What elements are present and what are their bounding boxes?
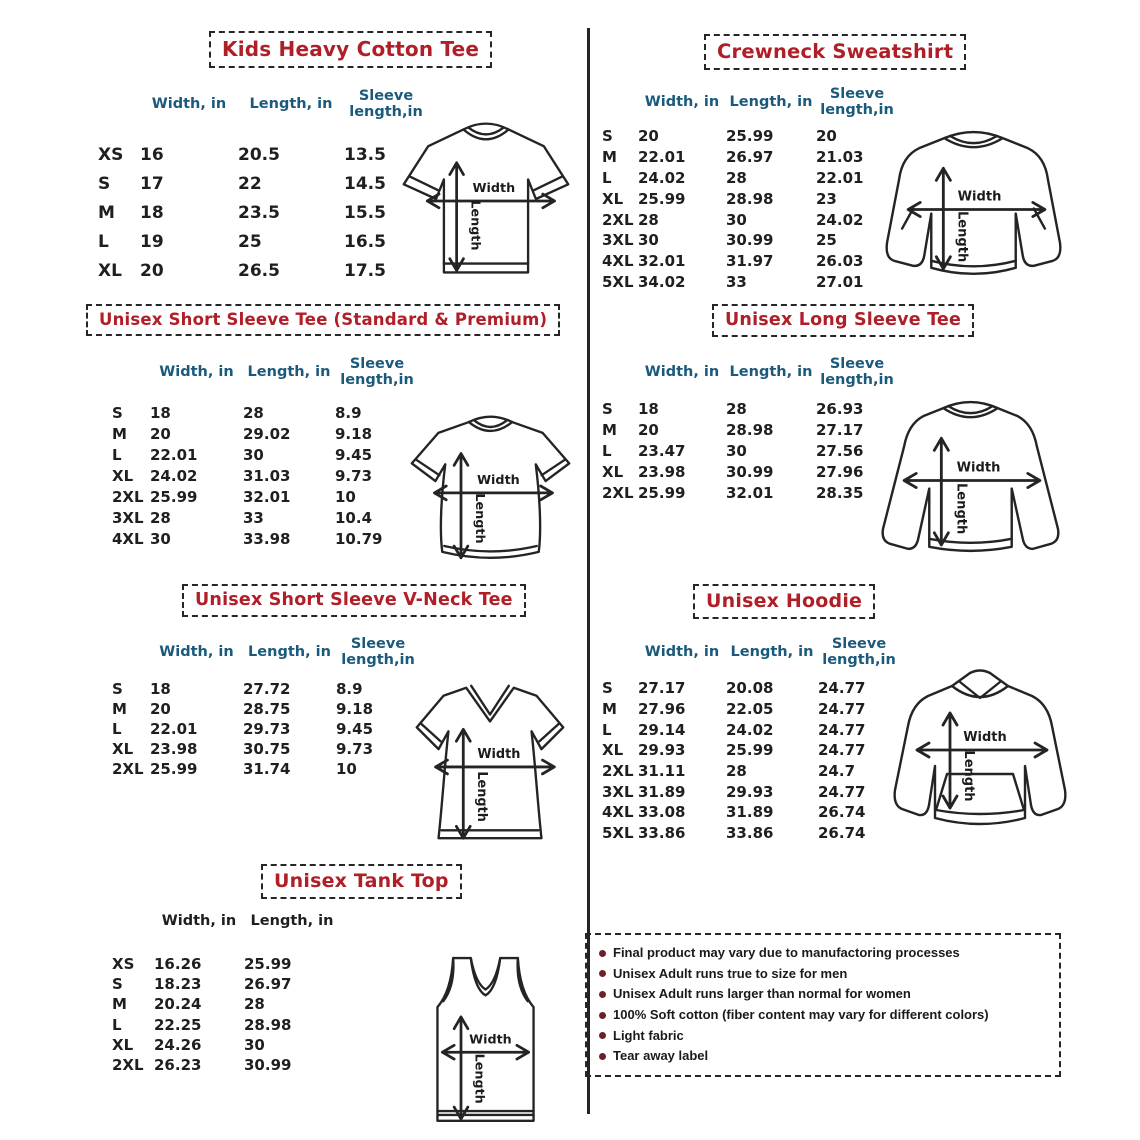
- section-crewneck-sweatshirt: [590, 30, 1090, 302]
- size-value: 22: [238, 174, 262, 195]
- size-value: 17.5: [344, 260, 386, 281]
- column-header: Sleeve length,in: [341, 636, 415, 668]
- section-unisex-tank-top: [80, 864, 586, 1134]
- size-value: 20.24: [154, 995, 202, 1014]
- note-text: Unisex Adult runs larger than normal for women: [613, 986, 911, 1002]
- column-header: Length, in: [729, 94, 813, 111]
- size-label: M: [602, 700, 617, 719]
- long-sleeve-tee-illustration: [858, 386, 1086, 572]
- size-value: 31.03: [243, 466, 291, 485]
- garment-illustration: [865, 116, 1083, 302]
- size-value: 22.01: [150, 720, 198, 738]
- hoodie-illustration: [875, 658, 1085, 858]
- size-label: M: [112, 995, 127, 1014]
- section-title-box: [704, 34, 966, 70]
- size-value: 28.75: [243, 700, 291, 718]
- size-label: 3XL: [602, 782, 634, 801]
- bullet-dot: [599, 950, 606, 957]
- size-value: 28: [150, 509, 171, 528]
- size-value: 19: [140, 231, 164, 252]
- size-value: 28: [243, 403, 264, 422]
- size-value: 29.14: [638, 720, 686, 739]
- section-title: Unisex Hoodie: [706, 590, 863, 612]
- size-value: 30.99: [726, 462, 774, 481]
- table-body: [94, 141, 428, 285]
- size-label: M: [602, 420, 617, 439]
- size-label: XL: [602, 189, 624, 208]
- column-header: Sleeve length,in: [349, 88, 423, 120]
- size-value: 32.01: [243, 487, 291, 506]
- size-value: 30: [726, 210, 747, 229]
- size-value: 23.47: [638, 441, 686, 460]
- section-title-box: [261, 864, 462, 899]
- section-title: Crewneck Sweatshirt: [717, 40, 954, 63]
- size-value: 34.02: [638, 272, 686, 291]
- size-value: 28.98: [726, 420, 774, 439]
- size-value: 27.72: [243, 680, 291, 698]
- size-value: 24.02: [638, 168, 686, 187]
- size-label: 4XL: [602, 252, 634, 271]
- size-label: 2XL: [602, 762, 634, 781]
- section-title: Unisex Tank Top: [274, 870, 449, 892]
- table-header-row: [108, 632, 420, 674]
- bullet-dot: [599, 991, 606, 998]
- garment-illustration: [858, 386, 1086, 572]
- size-value: 25.99: [726, 741, 774, 760]
- table-body: [108, 402, 419, 550]
- size-label: XL: [602, 741, 624, 760]
- column-header: Length, in: [729, 364, 813, 381]
- size-label: L: [98, 231, 109, 252]
- tank-top-illustration: [410, 946, 562, 1128]
- size-label: 2XL: [112, 760, 144, 778]
- size-value: 25.99: [150, 760, 198, 778]
- section-title-box: [712, 304, 974, 337]
- size-value: 33.86: [638, 824, 686, 843]
- size-value: 26.97: [244, 975, 292, 994]
- size-label: M: [112, 424, 127, 443]
- width-arrow-label: Width: [957, 189, 1002, 205]
- section-unisex-short-sleeve-tee: [80, 304, 586, 576]
- size-table: [598, 352, 898, 503]
- size-value: 16.26: [154, 955, 202, 974]
- bullet-dot: [599, 1012, 606, 1019]
- column-header: Length, in: [250, 913, 334, 930]
- width-arrow-label: Width: [477, 747, 521, 763]
- section-unisex-vneck-tee: [80, 584, 586, 858]
- size-value: 24.26: [154, 1035, 202, 1054]
- length-arrow-label: Length: [961, 750, 976, 802]
- size-value: 28: [244, 995, 265, 1014]
- length-arrow-label: Length: [468, 200, 484, 251]
- size-value: 25: [238, 231, 262, 252]
- section-title: Unisex Short Sleeve Tee (Standard & Premium): [99, 310, 548, 329]
- size-label: L: [602, 168, 612, 187]
- size-value: 26.23: [154, 1056, 202, 1075]
- size-value: 31.97: [726, 252, 774, 271]
- size-label: M: [112, 700, 127, 718]
- size-value: 24.77: [818, 741, 866, 760]
- size-value: 31.74: [243, 760, 291, 778]
- size-value: 13.5: [344, 145, 386, 166]
- bullet-dot: [599, 1032, 606, 1039]
- size-value: 22.01: [816, 168, 864, 187]
- size-value: 33.98: [243, 530, 291, 549]
- size-value: 24.77: [818, 700, 866, 719]
- column-header: Length, in: [247, 364, 331, 381]
- size-label: S: [602, 399, 613, 418]
- size-value: 28.98: [244, 1015, 292, 1034]
- size-value: 18: [140, 202, 164, 223]
- note-text: Unisex Adult runs true to size for men: [613, 965, 848, 981]
- size-value: 10: [336, 760, 357, 778]
- size-value: 28: [726, 399, 747, 418]
- size-value: 20: [140, 260, 164, 281]
- column-header: Length, in: [249, 96, 333, 113]
- size-value: 32.01: [726, 483, 774, 502]
- width-arrow-label: Width: [956, 460, 1001, 476]
- length-arrow-label: Length: [471, 1053, 487, 1104]
- size-value: 33: [243, 509, 264, 528]
- width-arrow-label: Width: [472, 180, 516, 196]
- size-value: 9.45: [336, 720, 374, 738]
- size-label: 3XL: [112, 509, 144, 528]
- size-label: XL: [98, 260, 122, 281]
- table-header-row: [598, 82, 898, 124]
- size-value: 22.05: [726, 700, 774, 719]
- size-value: 18: [638, 399, 659, 418]
- size-value: 25.99: [638, 189, 686, 208]
- note-item: [597, 987, 1049, 1001]
- table-header-row: [94, 84, 428, 126]
- size-value: 28.98: [726, 189, 774, 208]
- size-value: 25.99: [638, 483, 686, 502]
- notes-panel: [585, 933, 1061, 1077]
- size-value: 33: [726, 272, 747, 291]
- size-value: 20.08: [726, 679, 774, 698]
- column-header: Width, in: [151, 96, 227, 113]
- size-label: XS: [112, 955, 135, 974]
- size-value: 20: [638, 420, 659, 439]
- bullet-dot: [599, 970, 606, 977]
- table-body: [108, 954, 340, 1075]
- note-item: [597, 1049, 1049, 1063]
- note-text: Light fabric: [613, 1027, 684, 1043]
- vneck-tee-illustration: [396, 668, 584, 856]
- table-body: [108, 679, 420, 779]
- size-value: 24.77: [818, 720, 866, 739]
- size-label: 5XL: [602, 272, 634, 291]
- size-label: S: [112, 680, 123, 698]
- length-arrow-label: Length: [954, 210, 970, 263]
- size-value: 23.5: [238, 202, 280, 223]
- size-value: 31.89: [726, 803, 774, 822]
- size-value: 9.73: [336, 740, 374, 758]
- size-label: 2XL: [602, 483, 634, 502]
- size-value: 23.98: [638, 462, 686, 481]
- size-label: M: [602, 148, 617, 167]
- size-label: S: [602, 127, 613, 146]
- note-text: Final product may vary due to manufactoring processes: [613, 945, 960, 961]
- size-value: 23.98: [150, 740, 198, 758]
- size-value: 33.86: [726, 824, 774, 843]
- size-value: 27.96: [816, 462, 864, 481]
- size-value: 26.74: [818, 824, 866, 843]
- size-table: [598, 82, 898, 292]
- size-value: 10: [335, 487, 356, 506]
- size-label: L: [602, 441, 612, 460]
- size-value: 30: [244, 1035, 265, 1054]
- note-item: [597, 967, 1049, 981]
- size-value: 30.99: [726, 231, 774, 250]
- column-header: Length, in: [730, 644, 814, 661]
- table-header-row: [108, 910, 340, 934]
- section-title: Unisex Short Sleeve V-Neck Tee: [195, 590, 513, 610]
- size-table: [108, 352, 419, 550]
- size-label: S: [98, 174, 111, 195]
- size-value: 26.74: [818, 803, 866, 822]
- column-header: Sleeve length,in: [822, 636, 896, 668]
- size-value: 30: [638, 231, 659, 250]
- section-title: Unisex Long Sleeve Tee: [725, 310, 962, 330]
- size-value: 32.01: [638, 252, 686, 271]
- size-label: 4XL: [602, 803, 634, 822]
- size-label: L: [112, 1015, 122, 1034]
- size-value: 26.03: [816, 252, 864, 271]
- size-label: S: [602, 679, 613, 698]
- size-value: 31.11: [638, 762, 686, 781]
- size-value: 30.99: [244, 1056, 292, 1075]
- section-title-box: [182, 584, 526, 617]
- size-table: [108, 632, 420, 779]
- size-value: 16: [140, 145, 164, 166]
- size-value: 26.5: [238, 260, 280, 281]
- size-value: 18.23: [154, 975, 202, 994]
- size-value: 9.18: [335, 424, 373, 443]
- size-value: 27.01: [816, 272, 864, 291]
- column-header: Width, in: [644, 364, 720, 381]
- column-header: Length, in: [248, 644, 331, 661]
- note-item: [597, 1029, 1049, 1043]
- bullet-dot: [599, 1053, 606, 1060]
- size-value: 20: [816, 127, 837, 146]
- sweatshirt-illustration: [865, 116, 1083, 302]
- size-value: 24.7: [818, 762, 856, 781]
- size-value: 8.9: [335, 403, 362, 422]
- size-label: S: [112, 403, 123, 422]
- size-value: 25.99: [150, 487, 198, 506]
- size-value: 28: [638, 210, 659, 229]
- garment-outline: [404, 124, 568, 273]
- size-label: XL: [112, 740, 134, 758]
- size-label: 3XL: [602, 231, 634, 250]
- size-value: 20: [150, 700, 171, 718]
- garment-illustration: [400, 400, 582, 572]
- size-label: XL: [112, 1035, 134, 1054]
- column-header: Width, in: [644, 94, 720, 111]
- size-label: 4XL: [112, 530, 144, 549]
- note-text: Tear away label: [613, 1048, 709, 1064]
- column-header: Sleeve length,in: [340, 356, 414, 388]
- size-value: 18: [150, 403, 171, 422]
- size-label: M: [98, 202, 115, 223]
- size-label: L: [602, 720, 612, 739]
- size-value: 29.73: [243, 720, 291, 738]
- size-value: 28.35: [816, 483, 864, 502]
- size-value: 23: [816, 189, 837, 208]
- size-value: 30: [243, 445, 264, 464]
- length-arrow-label: Length: [474, 771, 490, 822]
- size-table: [94, 84, 428, 285]
- size-value: 20.5: [238, 145, 280, 166]
- size-value: 29.93: [726, 782, 774, 801]
- column-header: Width, in: [644, 644, 720, 661]
- section-title-box: [209, 31, 492, 68]
- size-value: 30: [150, 530, 171, 549]
- section-unisex-long-sleeve-tee: [590, 304, 1090, 576]
- size-value: 10.79: [335, 530, 383, 549]
- size-value: 15.5: [344, 202, 386, 223]
- column-header: Width, in: [161, 913, 237, 930]
- size-value: 24.77: [818, 679, 866, 698]
- note-item: [597, 1008, 1049, 1022]
- section-unisex-hoodie: [590, 584, 1090, 862]
- size-value: 26.97: [726, 148, 774, 167]
- size-value: 26.93: [816, 399, 864, 418]
- size-value: 31.89: [638, 782, 686, 801]
- garment-illustration: [410, 946, 562, 1128]
- size-table: [598, 632, 900, 844]
- size-value: 27.17: [638, 679, 686, 698]
- size-value: 25.99: [726, 127, 774, 146]
- length-arrow-label: Length: [953, 482, 969, 535]
- fitted-tee-illustration: [400, 400, 582, 572]
- size-label: 2XL: [602, 210, 634, 229]
- table-body: [598, 398, 898, 503]
- size-value: 17: [140, 174, 164, 195]
- size-value: 27.17: [816, 420, 864, 439]
- size-value: 29.93: [638, 741, 686, 760]
- size-label: S: [112, 975, 123, 994]
- length-arrow-label: Length: [471, 493, 487, 544]
- size-value: 9.18: [336, 700, 374, 718]
- column-header: Width, in: [159, 644, 234, 661]
- size-value: 27.96: [638, 700, 686, 719]
- size-value: 22.01: [638, 148, 686, 167]
- table-header-row: [108, 352, 419, 394]
- size-value: 20: [150, 424, 171, 443]
- size-label: L: [112, 445, 122, 464]
- size-value: 28: [726, 168, 747, 187]
- garment-illustration: [388, 106, 584, 292]
- size-value: 28: [726, 762, 747, 781]
- section-title-box: [86, 304, 560, 336]
- column-header: Sleeve length,in: [820, 356, 894, 388]
- note-text: 100% Soft cotton (fiber content may vary for different colors): [613, 1007, 989, 1023]
- size-label: 2XL: [112, 487, 144, 506]
- size-value: 9.45: [335, 445, 373, 464]
- table-header-row: [598, 632, 900, 674]
- table-body: [598, 126, 898, 292]
- size-table: [108, 910, 340, 1075]
- size-value: 24.02: [816, 210, 864, 229]
- size-label: L: [112, 720, 122, 738]
- table-header-row: [598, 352, 898, 394]
- size-value: 24.77: [818, 782, 866, 801]
- size-value: 27.56: [816, 441, 864, 460]
- table-body: [598, 678, 900, 844]
- column-header: Width, in: [159, 364, 234, 381]
- size-value: 25.99: [244, 955, 292, 974]
- section-title-box: [693, 584, 875, 619]
- size-value: 24.02: [726, 720, 774, 739]
- width-arrow-label: Width: [469, 1032, 512, 1048]
- width-arrow-label: Width: [476, 473, 520, 489]
- size-value: 9.73: [335, 466, 373, 485]
- size-value: 20: [638, 127, 659, 146]
- size-value: 22.25: [154, 1015, 202, 1034]
- width-arrow-label: Width: [963, 730, 1007, 745]
- column-header: Sleeve length,in: [820, 86, 894, 118]
- size-value: 30: [726, 441, 747, 460]
- size-label: 2XL: [112, 1056, 144, 1075]
- size-value: 22.01: [150, 445, 198, 464]
- size-value: 21.03: [816, 148, 864, 167]
- note-item: [597, 946, 1049, 960]
- section-title: Kids Heavy Cotton Tee: [222, 37, 480, 61]
- section-kids-heavy-cotton-tee: [80, 30, 586, 298]
- size-value: 18: [150, 680, 171, 698]
- size-value: 30.75: [243, 740, 291, 758]
- size-value: 24.02: [150, 466, 198, 485]
- size-label: XL: [602, 462, 624, 481]
- size-value: 33.08: [638, 803, 686, 822]
- size-value: 10.4: [335, 509, 373, 528]
- size-label: XS: [98, 145, 124, 166]
- size-value: 14.5: [344, 174, 386, 195]
- size-label: 5XL: [602, 824, 634, 843]
- tshirt-illustration: [388, 106, 584, 292]
- size-value: 16.5: [344, 231, 386, 252]
- size-value: 25: [816, 231, 837, 250]
- size-value: 29.02: [243, 424, 291, 443]
- garment-illustration: [396, 668, 584, 856]
- size-value: 8.9: [336, 680, 363, 698]
- size-label: XL: [112, 466, 134, 485]
- garment-illustration: [875, 658, 1085, 858]
